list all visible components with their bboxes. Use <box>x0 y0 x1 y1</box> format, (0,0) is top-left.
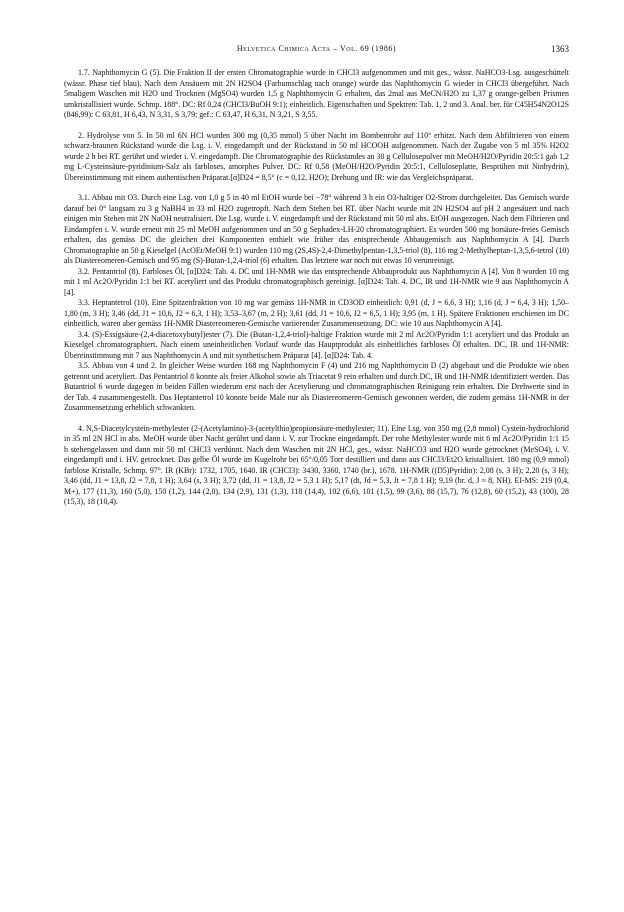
paragraph-essigsaeure-ester: 3.4. (S)-Essigsäure-(2,4-diacetoxybutyl)ester (7). Die (Butan-1,2,4-triol)-haltige Fraktion wurde mit 2 ml Ac2O/Pyridin 1:1 acetyliert und das Produkt an Kieselgel chromatographiert. Nach einem uneinheitlichen Vorlauf wurde das Hauptprodukt als einheitliches farbloses Öl erhalten. DC, IR und 1H-NMR: Übereinstimmung mit 7 aus Naphthomycin A und mit synthetischem Präparat [4]. [α]D24: Tab. 4. <box>64 329 569 360</box>
journal-title: Helvetica Chimica Acta – Vol. 69 (1986) <box>236 44 397 53</box>
paragraph-naphthomycin-g: 1.7. Naphthomycin G (5). Die Fraktion II der ersten Chromatographie wurde in CHCl3 aufgenommen und mit ges., wässr. NaHCO3-Lsg. ausgeschüttelt (wässr. Phase tief blau). Nach dem Ansäuern mit 2N H2SO4 (Farbumschlag nach orange) wurde das Naphthomycin G wieder in CHCl3 übergeführt. Nach 5maligem Waschen mit H2O und Trocknen (MgSO4) wurden 1,5 g Naphthomycin G erhalten, das 2mal aus MeCN/H2O zu 1,37 g orange-gelben Prismen umkristallisiert wurde. Schmp. 188°. DC: Rf 0,24 (CHCl3/BuOH 9:1); einheitlich. Eigenschaften und Spektren: Tab. 1, 2 und 3. Anal. ber. für C45H54N2O12S (846,99): C 63,81, H 6,43, N 3,31, S 3,79; gef.: C 63,47, H 6,31, N 3,21, S 3,55. <box>64 68 569 119</box>
paragraph-abbau-ozon: 3.1. Abbau mit O3. Durch eine Lsg. von 1,0 g 5 in 40 ml EtOH wurde bei −78° während 3 h ein O3-haltiger O2-Strom durchgeleitet. Das Gemisch wurde darauf bei 0° langsam zu 3 g NaBH4 in 33 ml H2O zugetropft. Nach dem Stehen bei RT. über Nacht wurde mit 2N H2SO4 auf pH 2 angesäuert und nach einigen min Stehen mit 2N NaOH neutralisiert. Die Lsg. wurde i. V. eingedampft und der Rückstand mit 50 ml abs. EtOH ausgezogen. Nach dem Filtrieren und Eindampfen i. V. wurde erneut mit 25 ml MeOH aufgenommen und an 50 g Sephadex-LH-20 chromatographiert. Es wurden 500 mg borsäure-freies Gemisch erhalten, das gemäss DC die gleichen drei Komponenten enthielt wie früher das entsprechende Abbaugemisch aus Naphthomycin A [4]. Durch Chromatographie an 50 g Kieselgel (AcOEt/MeOH 9:1) wurden 110 mg (2S,4S)-2,4-Dimethylpentan-1,3,5-triol (8), 116 mg 2-Methylheptan-1,3,5,6-tetrol (10) als Diastereomeren-Gemisch und 95 mg (S)-Butan-1,2,4-triol (6) erhalten. Das letztere war noch mit etwas 10 verunreinigt. <box>64 193 569 265</box>
paragraph-heptantetrol: 3.3. Heptantetrol (10). Eine Spitzenfraktion von 10 mg war gemäss 1H-NMR in CD3OD einheitlich: 0,91 (d, J = 6,6, 3 H); 1,16 (d, J = 6,4, 3 H); 1,50–1,80 (m, 3 H); 3,46 (dd, J1 = 10,6, J2 = 6,3, 1 H); 3,53–3,67 (m, 2 H); 3,61 (dd, J1 = 10,6, J2 = 6,5, 1 H); 3,95 (m, 1 H). Spätere Fraktionen erschienen im DC einheitlich, waren aber gemäss 1H-NMR Diastereomeren-Gemische variierender Zusammensetzung. DC: wie 10 aus Naphthomycin A [4]. <box>64 298 569 328</box>
paragraph-diacetylcystein: 4. N,S-Diacetylcystein-methylester (2-(Acetylamino)-3-(acetylthio)propionsäure-methylester; 11). Eine Lsg. von 350 mg (2,8 mmol) Cystein-hydrochlorid in 35 ml 2N HCl in abs. MeOH wurde über Nacht gerührt und dann i. V. zur Trockne eingedampft. Der rohe Methylester wurde mit 6 ml Ac2O/Pyridin 1:1 15 h stehengelassen und dann mit 50 ml CHCl3 verdünnt. Nach dem Waschen mit 2N HCl, ges., wässr. NaHCO3 und H2O wurde getrocknet (MeSO4), i. V. eingedampft und i. HV. getrocknet. Das gelbe Öl wurde im Kugelrohr bei 65°/0,05 Torr destilliert und dann aus CHCl3/Et2O kristallisiert. 180 mg (0,9 mmol) farblose Kristalle, Schmp. 97°. IR (KBr): 1732, 1705, 1640. IR (CHCl3): 3430, 3360, 1740 (br.), 1678. 1H-NMR ((D5)Pyridin): 2,08 (s, 3 H); 2,20 (s, 3 H); 3,46 (dd, J1 = 13,8, J2 = 7,8, 1 H); 3,64 (s, 3 H); 3,72 (dd, J1 = 13,8, J2 = 5,3 1 H); 5,17 (dt, Jd = 5,3, Jt = 7,8 1 H); 9,19 (br. d, J ≈ 8, NH). EI-MS: 219 (0,4, M+), 177 (11,3), 160 (5,0), 150 (1,2), 144 (2,0), 134 (2,9), 131 (1,3), 118 (14,4), 102 (6,6), 101 (1,5), 99 (3,6), 88 (15,7), 76 (12,8), 60 (15,2), 43 (100), 28 (15,3), 18 (10,4). <box>64 423 569 506</box>
paragraph-pentantriol: 3.2. Pentantriol (8). Farbloses Öl, [α]D24: Tab. 4. DC und 1H-NMR wie das entsprechende Abbauprodukt aus Naphthomycin A [4]. Von 8 wurden 10 mg mit 1 ml Ac2O/Pyridin 1:1 bei RT. acetyliert und das Produkt chromatographisch gereinigt. [α]D24: Tab. 4. DC, IR und 1H-NMR wie 9 aus Naphthomycin A [4]. <box>64 266 569 297</box>
running-header <box>64 44 569 56</box>
page-body <box>64 68 569 508</box>
paragraph-hydrolyse: 2. Hydrolyse von 5. In 50 ml 6N HCl wurden 300 mg (0,35 mmol) 5 über Nacht im Bombenrohr auf 110° erhitzt. Nach dem Abfiltrieren von einem schwarz-braunen Rückstand wurde die Lsg. i. V. eingedampft und der Rückstand in 50 ml HCOOH aufgenommen. Nach der Zugabe von 5 ml 35% H2O2 wurde 2 h bei RT. gerührt und wieder i. V. eingedampft. Die Chromatographie des Rückstandes an 30 g Cellulosepulver mit MeOH/H2O/Pyridin 20:5:1 gab 1,2 mg L-Cysteinsäure-pyridinium-Salz als farbloses, amorphes Pulver. DC: Rf 0,58 (MeOH/H2O/Pyridin 20:5:1, Celluloseplatte, Besprühen mit Ninhydrin), Übereinstimmung mit einem authentischen Präparat.[α]D24 = 8,5° (c = 0,12, H2O); Drehung und IR: wie das Vergleichspräparat. <box>64 130 569 182</box>
page-number: 1363 <box>551 44 569 54</box>
paragraph-abbau-4-und-2: 3.5. Abbau von 4 und 2. In gleicher Weise wurden 168 mg Naphthomycin F (4) und 216 mg Naphthomycin D (2) abgebaut und die Produkte wie oben getrennt und acetyliert. Das Pentantriol 8 konnte als freier Alkohol sowie als Triacetat 9 rein erhalten und durch DC, IR und 1H-NMR identifiziert werden. Das Butantriol 6 wurde dagegen in beiden Fällen wiederum erst nach der Acetylierung und chromatographischen Reinigung rein erhalten. Die Drehwerte sind in der Tab. 4 zusammengestellt. Das Heptantetrol 10 konnte beide Male nur als Diastereomeren-Gemisch gewonnen werden, die zudem gemäss 1H-NMR in der Zusammensetzung erheblich schwankten. <box>64 361 569 412</box>
